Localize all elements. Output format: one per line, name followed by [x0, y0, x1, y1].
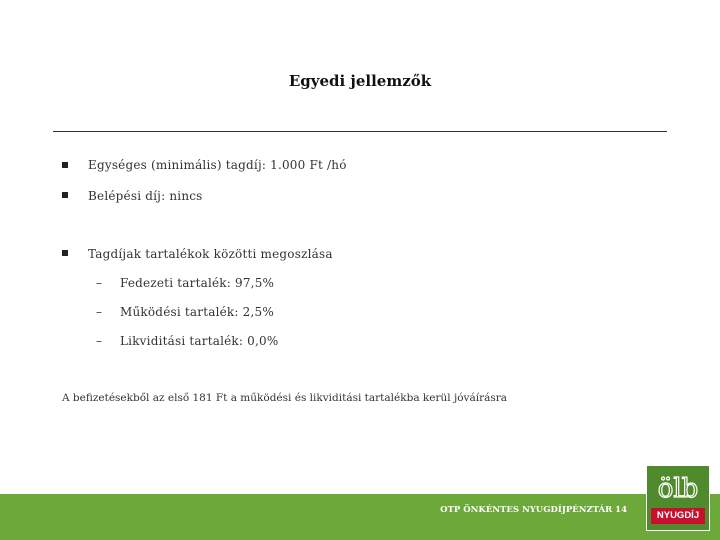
- sub-bullet-item: Működési tartalék: 2,5%: [120, 305, 274, 319]
- sub-bullet-item: Likviditási tartalék: 0,0%: [120, 334, 279, 348]
- title-divider: [53, 131, 667, 132]
- bullet-item: Egységes (minimális) tagdíj: 1.000 Ft /hó: [88, 158, 347, 172]
- bullet-item: Tagdíjak tartalékok közötti megoszlása: [88, 247, 333, 261]
- footer-label: OTP ÖNKÉNTES NYUGDÍJPÉNZTÁR 14: [440, 505, 627, 515]
- sub-bullet-dash: –: [96, 305, 102, 319]
- footer-bar: [0, 494, 720, 540]
- logo-badge: NYUGDÍJ: [651, 508, 705, 524]
- sub-bullet-dash: –: [96, 276, 102, 290]
- bullet-marker: [62, 250, 68, 256]
- bullet-marker: [62, 192, 68, 198]
- sub-bullet-dash: –: [96, 334, 102, 348]
- bullet-item: Belépési díj: nincs: [88, 189, 203, 203]
- otp-logo: [646, 465, 710, 531]
- logo-mark-icon: [651, 470, 705, 504]
- bullet-marker: [62, 162, 68, 168]
- logo-mark-text: ölb: [657, 474, 699, 504]
- footnote: A befizetésekből az első 181 Ft a működési és likviditási tartalékba kerül jóváírásra: [62, 392, 508, 404]
- sub-bullet-item: Fedezeti tartalék: 97,5%: [120, 276, 275, 290]
- slide-title: Egyedi jellemzők: [288, 72, 432, 90]
